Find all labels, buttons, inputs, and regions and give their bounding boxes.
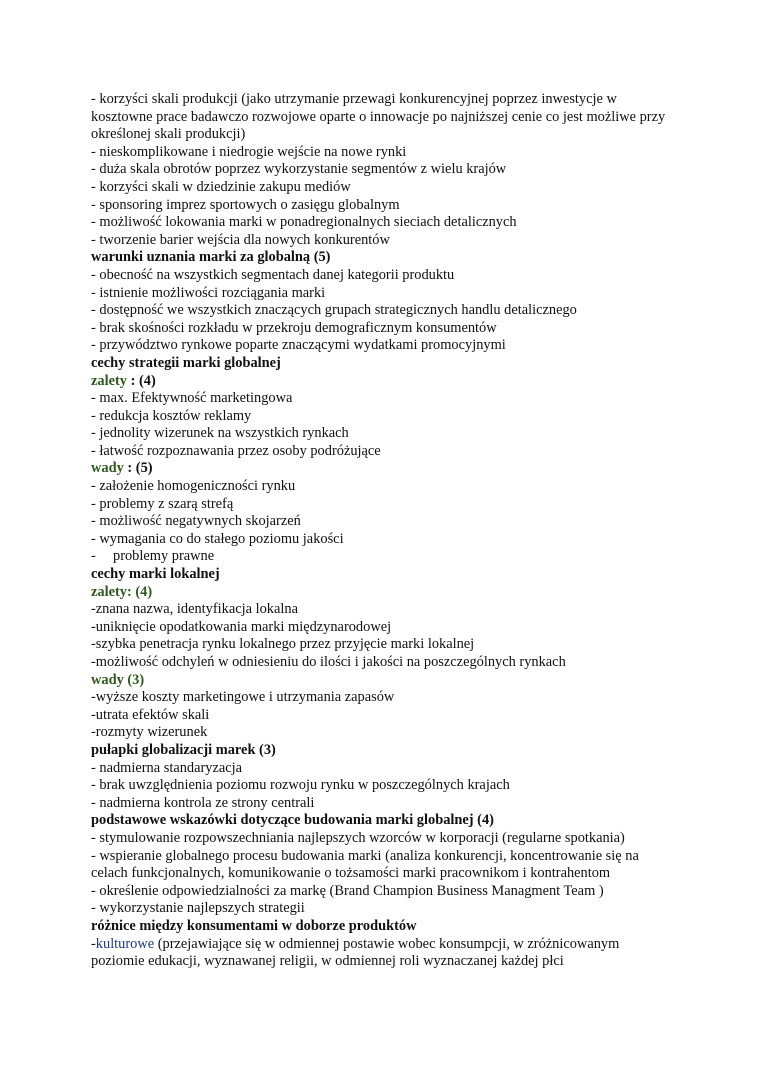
lead-dash: -: [91, 935, 96, 952]
section-heading: cechy strategii marki globalnej: [91, 354, 281, 371]
list-item: - nadmierna kontrola ze strony centrali: [91, 794, 315, 811]
list-item: -uniknięcie opodatkowania marki międzynarodowej: [91, 618, 392, 635]
list-item: - możliwość negatywnych skojarzeń: [91, 513, 301, 530]
list-item: -wyższe koszty marketingowe i utrzymania zapasów: [91, 689, 395, 706]
pros-subheading: zalety: (4): [91, 583, 153, 600]
pros-label: zalety: [91, 372, 127, 389]
paragraph-rest: (przejawiające się w odmiennej postawie wobec konsumpcji, w zróżnicowanym poziomie edukacji, wyznawanej religii, w odmiennej roli wyznaczanej każdej płci: [91, 935, 620, 970]
list-item: - max. Efektywność marketingowa: [91, 390, 293, 407]
list-item: - istnienie możliwości rozciągania marki: [91, 284, 326, 301]
list-item: - korzyści skali w dziedzinie zakupu mediów: [91, 178, 351, 195]
section-heading: pułapki globalizacji marek (3): [91, 741, 276, 758]
list-item: - problemy z szarą strefą: [91, 495, 234, 512]
list-item: - jednolity wizerunek na wszystkich rynkach: [91, 425, 349, 442]
list-item: - obecność na wszystkich segmentach danej kategorii produktu: [91, 266, 455, 283]
list-item: - duża skala obrotów poprzez wykorzystanie segmentów z wielu krajów: [91, 161, 507, 178]
list-item: - przywództwo rynkowe poparte znaczącymi wydatkami promocyjnymi: [91, 337, 506, 354]
list-item: - sponsoring imprez sportowych o zasięgu globalnym: [91, 196, 400, 213]
list-item: - wspieranie globalnego procesu budowania marki (analiza konkurencji, koncentrowanie się na celach funkcjonalnych, komunikowanie o tożsamości marki pracownikom i kontrahentom: [91, 847, 639, 882]
list-item: - brak uwzględnienia poziomu rozwoju rynku w poszczególnych krajach: [91, 777, 510, 794]
text-paragraph: - korzyści skali produkcji (jako utrzymanie przewagi konkurencyjnej poprzez inwestycje w kosztowne prace badawczo rozwojowe oparte o innowacje po najniższej cenie co jest możliwe przy określonej skali produkcji): [91, 91, 666, 143]
text-paragraph: [91, 936, 669, 971]
pros-count: : (4): [126, 372, 156, 389]
list-item: - założenie homogeniczności rynku: [91, 478, 296, 495]
section-heading: cechy marki lokalnej: [91, 566, 220, 583]
list-item: - możliwość lokowania marki w ponadregionalnych sieciach detalicznych: [91, 214, 517, 231]
list-item: [91, 548, 669, 566]
list-item: - nieskomplikowane i niedrogie wejście na nowe rynki: [91, 143, 407, 160]
list-item: -rozmyty wizerunek: [91, 724, 208, 741]
cons-label: wady: [91, 460, 124, 477]
cons-count: : (5): [123, 460, 153, 477]
list-item: - nadmierna standaryzacja: [91, 759, 243, 776]
list-item: - wymagania co do stałego poziomu jakości: [91, 530, 344, 547]
cons-subheading: wady (3): [91, 671, 145, 688]
list-item: - wykorzystanie najlepszych strategii: [91, 900, 305, 917]
list-item-text: problemy prawne: [113, 548, 215, 565]
list-bullet: -: [91, 548, 96, 565]
section-heading: różnice między konsumentami w doborze produktów: [91, 917, 417, 934]
list-item: -znana nazwa, identyfikacja lokalna: [91, 601, 298, 618]
list-item: - dostępność we wszystkich znaczących grupach strategicznych handlu detalicznego: [91, 302, 577, 319]
list-item: - redukcja kosztów reklamy: [91, 407, 252, 424]
list-item: -możliwość odchyleń w odniesieniu do ilości i jakości na poszczególnych rynkach: [91, 654, 566, 670]
list-item: - brak skośności rozkładu w przekroju demograficznym konsumentów: [91, 319, 497, 336]
pros-subheading: [91, 373, 669, 391]
list-item: - stymulowanie rozpowszechniania najlepszych wzorców w korporacji (regularne spotkania): [91, 829, 625, 846]
section-heading: podstawowe wskazówki dotyczące budowania marki globalnej (4): [91, 812, 494, 829]
cons-subheading: [91, 460, 669, 478]
list-item: -utrata efektów skali: [91, 706, 210, 723]
list-item: - tworzenie barier wejścia dla nowych konkurentów: [91, 231, 390, 248]
list-item: - określenie odpowiedzialności za markę (Brand Champion Business Managment Team ): [91, 882, 604, 899]
document-page: [91, 91, 669, 971]
highlighted-term: kulturowe: [95, 935, 155, 952]
list-item: -szybka penetracja rynku lokalnego przez przyjęcie marki lokalnej: [91, 636, 475, 653]
list-item: - łatwość rozpoznawania przez osoby podróżujące: [91, 442, 381, 459]
section-heading: warunki uznania marki za globalną (5): [91, 249, 331, 266]
